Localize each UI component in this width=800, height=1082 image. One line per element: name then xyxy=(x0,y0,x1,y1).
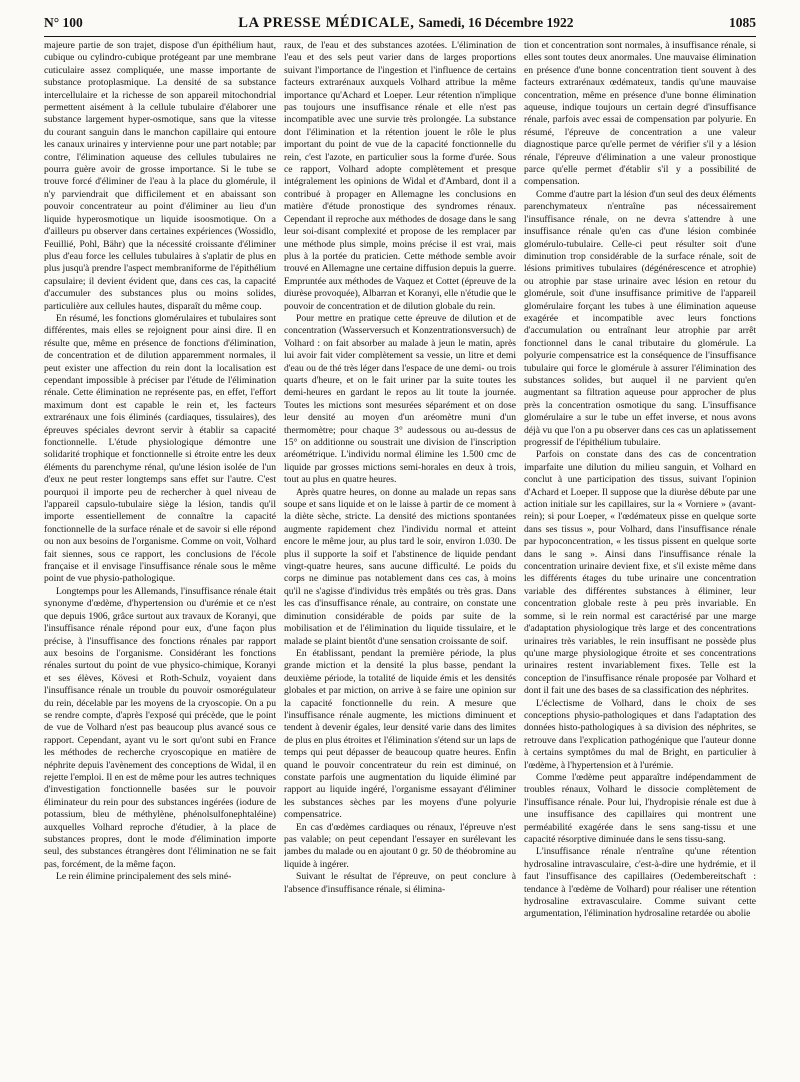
paragraph: Pour mettre en pratique cette épreuve de dilution et de concentration (Wasserversuch et Konzentrationsversuch) de Volhard : on fait absorber au malade à jeun le matin, après lui avoir fait vider complètement sa vessie, un litre et demi d'eau ou de thé très léger dans l'espace de une demi- ou trois quarts d'heure, et on le fait uriner par la suite toutes les demi-heures en gardant le repos au lit toute la journée. Toutes les mictions sont mesurées séparément et on dose leur densité au moyen d'un aréomètre muni d'un thermomètre; pour chaque 3° audessous ou au-dessus de 15° on additionne ou soustrait une division de l'inscription aréométrique. L'individu normal élimine les 1.500 cmc de liquide par grosses mictions semi-horales en deux à trois, tout au plus en quatre heures. xyxy=(284,312,516,486)
page-number: 1085 xyxy=(728,15,756,30)
paragraph: En établissant, pendant la première période, la plus grande miction et la densité la plus basse, pendant la deuxième période, la totalité de liquide émis et les densités globales et par miction, on arrive à se faire une opinion sur la capacité fonctionnelle du rein. A mesure que l'insuffisance rénale augmente, les mictions diminuent et tendent à devenir égales, leur densité varie dans des limites de plus en plus étroites et l'élimination s'étend sur un laps de temps qui peut dépasser de beaucoup quatre heures. Enfin quand le pouvoir concentrateur du rein est diminué, on constate parfois une augmentation du liquide éliminé par rapport au liquide ingéré, l'organisme essayant d'éliminer les substances sèches par les moyens d'une polyurie compensatrice. xyxy=(284,647,516,821)
paragraph: majeure partie de son trajet, dispose d'un épithélium haut, cubique ou cylindro-cubique protégeant par une membrane cuticulaire assez compliquée, une masse importante de substance protoplasmique. La densité de sa substance intercellulaire et la richesse de son appareil mitochondrial permettent aisément à la cellule tubulaire d'élaborer une substance largement hyper-osmotique, sans que la vitesse du courant sanguin dans le manchon capillaire qui entoure les canaux urinaires y intervienne pour une part notable; par contre, l'élimination aqueuse des cellules tubulaires ne pourra guère avoir de grosse importance. Si le tube se trouve forcé d'éliminer de l'eau à la place du glomérule, il n'y parviendrait que difficilement et en abaissant son pouvoir concentrateur au point d'éliminer au lieu d'un liquide hyperosmotique un liquide isoosmotique. On a d'ailleurs pu observer dans certaines expériences (Wossidlo, Feuillié, Pohl, Bähr) que la nécessité croissante d'éliminer plus d'eau force les cellules tubulaires à s'aplatir de plus en plus jusqu'à prendre l'aspect membraniforme de l'épithélium capsulaire; il devient évident que, dans ces cas, la capacité d'accumuler des substances plus ou moins solides, particulière aux cellules hautes, disparaît du même coup. xyxy=(44,40,276,312)
paragraph: Après quatre heures, on donne au malade un repas sans soupe et sans liquide et on le laisse à partir de ce moment à la diète sèche, stricte. La densité des mictions spontanées augmente rapidement chez l'individu normal et atteint encore le même jour, au plus tard le soir, environ 1.030. De plus il supporte la soif et l'abstinence de liquide pendant vingt-quatre heures, sans aucune difficulté. Le poids du corps ne diminue pas notablement dans ces cas, à moins qu'il ne s'agisse d'individus très empâtés ou très gras. Dans les cas d'insuffisance rénale, au contraire, on constate une diminution considérable de poids par suite de la mobilisation et de l'élimination du liquide tissulaire, et le malade se plaint bientôt d'une sensation croissante de soif. xyxy=(284,486,516,647)
paragraph: Suivant le résultat de l'épreuve, on peut conclure à l'absence d'insuffisance rénale, si élimina- xyxy=(284,871,516,895)
paragraph: Longtemps pour les Allemands, l'insuffisance rénale était synonyme d'œdème, d'hypertension ou d'urémie et ce n'est que depuis 1906, grâce surtout aux travaux de Koranyi, que l'insuffisance rénale répond pour eux, d'une façon plus précise, à l'insuffisance des fonctions rénales par rapport aux besoins de l'organisme. Considérant les fonctions rénales surtout du point de vue physico-chimique, Koranyi et ses élèves, Kövesi et Roth-Schulz, voyaient dans l'insuffisance rénale un trouble du pouvoir osmorégulateur du rein, décelable par les moyens de la cryoscopie. On a pu se rendre compte, d'après l'exposé qui précède, que le point de vue de Volhard n'est pas beaucoup plus avancé sous ce rapport. Cependant, ayant vu le sort qu'ont subi en France les méthodes de recherche cryoscopique en matière de néphrite depuis l'avènement des conceptions de Widal, il en rejette l'emploi. Il en est de même pour les autres techniques d'investigation fonctionnelle basées sur le pouvoir éliminateur du rein pour des substances ingérées (iodure de potassium, bleu de méthylène, phénolsulfonephtaléine) auxquelles Volhard reproche d'étudier, à la place de substances propres, dont le mode d'élimination importe seul, des substances étrangères dont l'élimination ne se fait pas, forcément, de la même façon. xyxy=(44,585,276,870)
paragraph: raux, de l'eau et des substances azotées. L'élimination de l'eau et des sels peut varier dans de larges proportions suivant l'importance de l'ingestion et l'influence de certains facteurs extrarénaux auxquels Volhard attribue la même importance qu'Achard et Loeper. Leur rétention n'implique pas toujours une insuffisance rénale et elle n'est pas incompatible avec une survie très prolongée. La substance dont l'élimination et la rétention jouent le rôle le plus important du point de vue de la capacité fonctionnelle du rein, c'est l'azote, en particulier sous la forme d'urée. Sous ce rapport, Volhard adopte complètement et presque intégralement les opinions de Widal et d'Ambard, dont il a contribué à propager en Allemagne les conclusions en matière d'étude pronostique des syndromes rénaux. Cependant il reproche aux méthodes de dosage dans le sang leur soi-disant complexité et propose de les remplacer par une méthode plus simple, moins précise il est vrai, mais plus à la portée du praticien. Cette méthode semble avoir trouvé en Allemagne une certaine diffusion depuis la guerre. Empruntée aux méthodes de Vaquez et Cottet (épreuve de la diurèse provoquée), Albarran et Koranyi, elle n'étudie que le pouvoir de concentration et de dilution globale du rein. xyxy=(284,40,516,312)
header-title-group xyxy=(238,14,573,32)
article-columns xyxy=(44,40,756,1076)
paragraph: Le rein élimine principalement des sels miné- xyxy=(56,871,232,883)
paragraph: L'éclectisme de Volhard, dans le choix de ses conceptions physio-pathologiques et dans l'adaptation des données histo-pathologiques à sa division des néphrites, se retrouve dans l'explication pathogénique que l'auteur donne à certains symptômes du mal de Bright, en particulier à l'œdème, à l'hypertension et à l'urémie. xyxy=(524,697,756,771)
paragraph: Comme l'œdème peut apparaître indépendamment de troubles rénaux, Volhard le dissocie complètement de l'insuffisance rénale. Pour lui, l'hydropisie rénale est due à une insuffisance des capillaires qui montrent une perméabilité exagérée dans le sens sang-tissu et une capacité résorptive diminuée dans le sens tissu-sang. xyxy=(524,771,756,845)
journal-title: LA PRESSE MÉDICALE, xyxy=(238,15,415,31)
text-column-1 xyxy=(44,40,276,1076)
paragraph: En résumé, les fonctions glomérulaires et tubulaires sont différentes, mais elles se rejoignent pour ainsi dire. Il en résulte que, même en présence de fonctions d'élimination, de concentration et de dilution apparemment normales, il peut exister une affection du rein dont la localisation est cependant impossible à préciser par l'étude de l'élimination rénale. Cette élimination ne représente pas, en effet, l'effort maximum dont est capable le rein et, les facteurs extrarénaux une fois éliminés (cardiaques, tissulaires), des épreuves spéciales devront servir à établir sa capacité fonctionnelle. L'étude physiologique démontre une solidarité trophique et fonctionnelle si étroite entre les deux éléments du parenchyme rénal, qu'une lésion isolée de l'un d'eux ne peut rester longtemps sans effet sur l'autre. C'est pourquoi il importe peu de rechercher à quel niveau de l'appareil capsulo-tubulaire siège la lésion, tandis qu'il importe essentiellement de connaître la capacité fonctionnelle de la surface rénale et de savoir si elle répond ou non aux besoins de l'organisme. Comme on voit, Volhard fait siennes, sous ce rapport, les conclusions de l'école française et il envisage l'insuffisance rénale sous le même point de vue physio-pathologique. xyxy=(44,312,276,585)
text-column-2 xyxy=(284,40,516,1076)
paragraph: tion et concentration sont normales, à insuffisance rénale, si elles sont toutes deux anormales. Une mauvaise élimination en présence d'une bonne concentration tient souvent à des facteurs extrarénaux œdémateux, tandis qu'une mauvaise concentration, même en présence d'une bonne élimination aqueuse, indique toujours un certain degré d'insuffisance rénale, parfois avec essai de compensation par polyurie. En résumé, l'épreuve de concentration a une valeur diagnostique parce qu'elle permet de vérifier s'il y a lésion rénale, l'épreuve d'élimination a une valeur pronostique parce qu'elle permet d'établir s'il y a possibilité de compensation. xyxy=(524,40,756,188)
text-column-3 xyxy=(524,40,756,1076)
paragraph: L'insuffisance rénale n'entraîne qu'une rétention hydrosaline intravasculaire, c'est-à-dire une hydrémie, et il faut l'insuffisance des capillaires (Oedembereitschaft : tendance à l'œdème de Volhard) pour réaliser une rétention hydrosaline extravasculaire. Comme suivant cette argumentation, l'élimination hydrosaline retardée ou abolie xyxy=(524,846,756,920)
paragraph: En cas d'œdèmes cardiaques ou rénaux, l'épreuve n'est pas valable; on peut cependant l'essayer en surélevant les jambes du malade ou en ajoutant 0 gr. 50 de théobromine au liquide à ingérer. xyxy=(284,821,516,870)
paragraph: Parfois on constate dans des cas de concentration imparfaite une dilution du milieu sanguin, et Volhard en conclut à une participation des tissus, suivant l'opinion d'Achard et Loeper. Il suppose que la diurèse débute par une action initiale sur les capillaires, sur la « Vorniere » (avant-rein); si pour Loeper, « l'œdémateux pisse en quelque sorte dans ses tissus », pour Volhard, dans l'insuffisance rénale par hypoconcentration, « les tissus pissent en quelque sorte dans le sang ». Ainsi dans l'insuffisance rénale la concentration urinaire devient fixe, et s'il existe même dans les différents étages du tube urinaire une concentration variable des différentes substances à éliminer, leur concentration globale reste à peu près invariable. En somme, si le rein normal est caractérisé par une marge d'adaptation physiologique très large et des concentrations urinaires très variables, le rein insuffisant ne possède plus qu'une marge physiologique étroite et ses concentrations urinaires restent invariablement fixes. Telle est la conception de l'insuffisance rénale proposée par Volhard et dont il fait une des bases de sa classification des néphrites. xyxy=(524,449,756,697)
issue-number: N° 100 xyxy=(44,15,83,30)
issue-date: Samedi, 16 Décembre 1922 xyxy=(418,15,574,30)
page-header xyxy=(44,14,756,37)
paragraph: Comme d'autre part la lésion d'un seul des deux éléments parenchymateux n'entraîne pas nécessairement l'insuffisance rénale, on ne devra s'attendre à une insuffisance rénale qu'en cas d'une lésion combinée glomérulo-tubulaire. Celle-ci peut résulter soit d'une diminution trop considérable de la surface rénale, soit de lésions primitives tubulaires (dégénérescence et atrophie) ou atrophie par stase urinaire avec lésion en retour du glomérule, soit d'une insuffisance primitive de l'appareil glomérulaire forçant les tubes à une élimination aqueuse exagérée et incompatible avec leurs fonctions d'accumulation ou entraînant leur atrophie par arrêt fonctionnel dans le canal tributaire du glomérule. La polyurie compensatrice est la conséquence de l'insuffisance tubulaire qui force le glomérule à assurer l'élimination des substances solides, but auquel il ne parvient qu'en augmentant sa filtration aqueuse pour approcher de plus près la concentration osmotique du sang. L'insuffisance glomérulaire a sur le tube un effet inverse, et nous avons déjà vu que l'on a pu observer dans ces cas un aplatissement progressif de l'épithélium tubulaire. xyxy=(524,188,756,448)
